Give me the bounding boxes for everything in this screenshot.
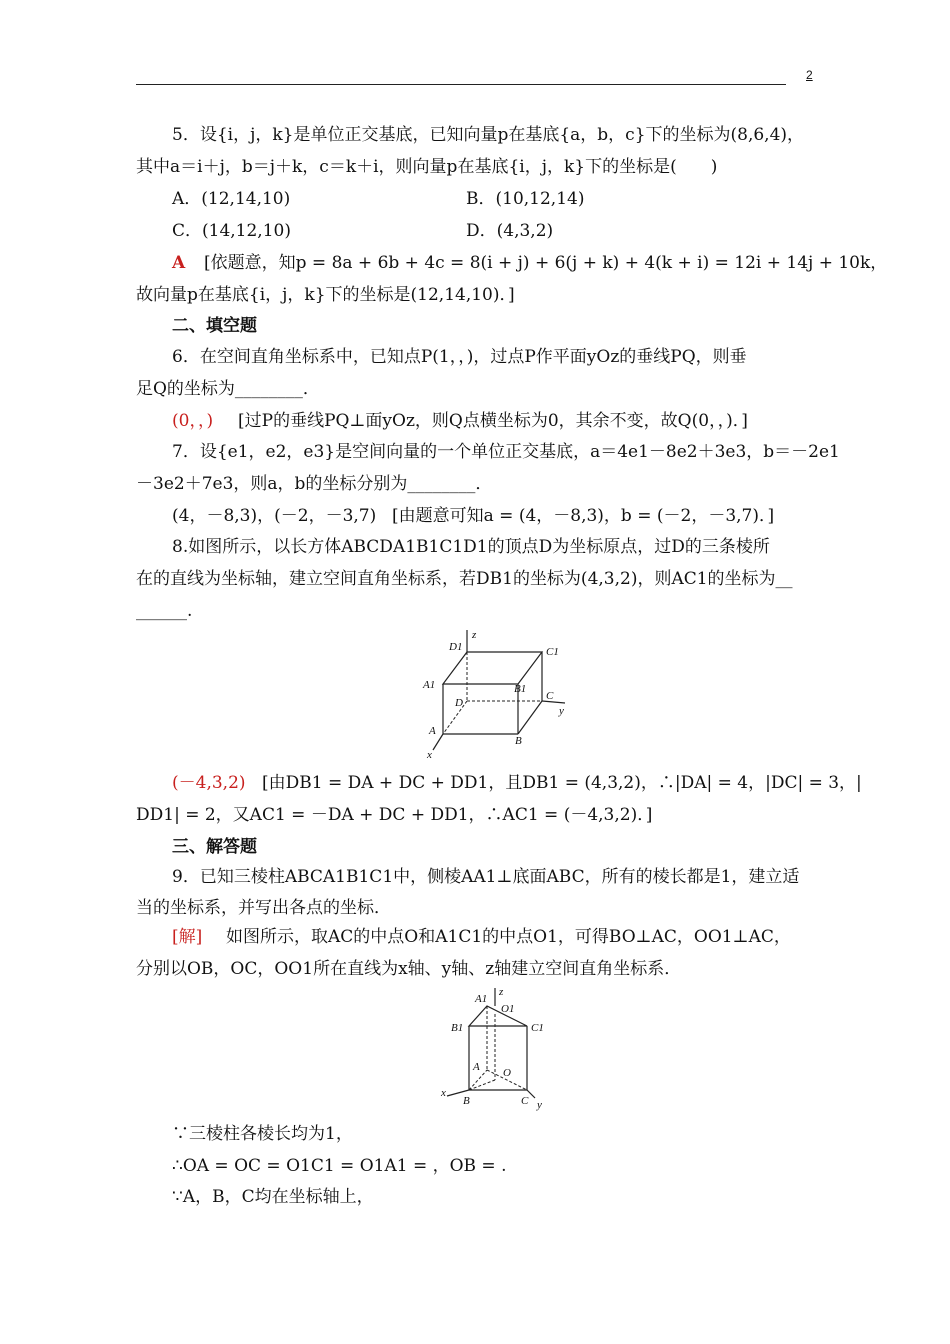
- section-answer-heading: 三、解答题: [172, 837, 257, 857]
- q8-answer: (－4,3,2): [172, 773, 246, 793]
- fig2-label-c1: C1: [531, 1022, 544, 1034]
- fig1-label-b1: B1: [514, 683, 527, 695]
- q5-line2: 其中a＝i＋j，b＝j＋k，c＝k＋i，则向量p在基底{i，j，k}下的坐标是( ): [136, 157, 718, 177]
- header-rule: [136, 84, 786, 85]
- page-number: 2: [806, 68, 813, 82]
- q5-answer: A: [172, 253, 186, 273]
- fig2-label-y: y: [537, 1099, 542, 1111]
- fig2-label-b: B: [463, 1095, 470, 1107]
- fig2-label-a: A: [473, 1061, 480, 1073]
- q8-line3: ______.: [136, 601, 193, 621]
- q5-line1: 5．设{i，j，k}是单位正交基底，已知向量p在基底{a，b，c}下的坐标为(8,6,4)，: [172, 125, 805, 145]
- q9-solution-tag: [解]: [172, 927, 203, 947]
- q8-line2: 在的直线为坐标轴，建立空间直角坐标系，若DB1的坐标为(4,3,2)，则AC1的坐标为__: [136, 569, 793, 589]
- q5-option-a: A．(12,14,10): [172, 189, 291, 209]
- fig2-label-o1: O1: [501, 1003, 515, 1015]
- q6-line1: 6．在空间直角坐标系中，已知点P(1，，)，过点P作平面yOz的垂线PQ，则垂: [172, 347, 747, 367]
- fig2-label-b1: B1: [451, 1022, 464, 1034]
- q6-line2: 足Q的坐标为________．: [136, 379, 320, 399]
- fig1-label-b: B: [515, 735, 522, 747]
- q5-option-d: D．(4,3,2): [466, 221, 554, 241]
- q9-line1: 9．已知三棱柱ABCA1B1C1中，侧棱AA1⊥底面ABC，所有的棱长都是1，建立适: [172, 867, 800, 887]
- q9-solution-line2: 分别以OB，OC，OO1所在直线为x轴、y轴、z轴建立空间直角坐标系．: [136, 959, 682, 979]
- q5-option-b: B．(10,12,14): [466, 189, 585, 209]
- q6-answer: (0，，): [172, 411, 214, 431]
- fig2-label-z: z: [499, 986, 504, 998]
- fig1-label-x: x: [427, 749, 432, 761]
- q9-solution-line3: ∵三棱柱各棱长均为1，: [172, 1124, 353, 1144]
- fig1-label-y: y: [559, 705, 564, 717]
- fig2-label-a1: A1: [475, 993, 488, 1005]
- fig1-label-z: z: [472, 629, 477, 641]
- q7-line1: 7．设{e1，e2，e3}是空间向量的一个单位正交基底，a＝4e1－8e2＋3e3，b＝－2e1: [172, 442, 840, 462]
- fig1-label-c1: C1: [546, 646, 559, 658]
- fig1-label-a1: A1: [423, 679, 436, 691]
- q7-line2: －3e2＋7e3，则a，b的坐标分别为________．: [136, 474, 493, 494]
- q8-solution-line2: DD1| = 2，又AC1 = －DA + DC + DD1，∴AC1 = (－4,3,2)．]: [136, 805, 653, 825]
- q9-solution-line5: ∵A，B，C均在坐标轴上，: [172, 1187, 374, 1207]
- fig2-label-x: x: [441, 1087, 446, 1099]
- q8-solution-line1: [由DB1 = DA + DC + DD1，且DB1 = (4,3,2)，∴|DA| = 4，|DC| = 3，|: [262, 773, 862, 793]
- q9-solution-line1: 如图所示，取AC的中点O和A1C1的中点O1，可得BO⊥AC，OO1⊥AC，: [226, 927, 791, 947]
- q7-answer: (4，－8,3)，(－2，－3,7): [172, 506, 377, 526]
- section-fill-in-heading: 二、填空题: [172, 316, 257, 336]
- q5-option-c: C．(14,12,10): [172, 221, 291, 241]
- fig1-label-c: C: [546, 690, 554, 702]
- q5-solution-line1: [依题意，知p = 8a + 6b + 4c = 8(i + j) + 6(j + k) + 4(k + i) = 12i + 14j + 10k，: [204, 253, 888, 273]
- fig1-label-d: D: [455, 697, 463, 709]
- fig1-label-d1: D1: [449, 641, 463, 653]
- prism-figure: [435, 986, 560, 1114]
- q7-solution: [由题意可知a = (4，－8,3)，b = (－2，－3,7)．]: [392, 506, 775, 526]
- fig2-label-o: O: [503, 1067, 511, 1079]
- q9-line2: 当的坐标系，并写出各点的坐标．: [136, 898, 391, 918]
- cuboid-figure: [415, 628, 580, 762]
- q5-solution-line2: 故向量p在基底{i，j，k}下的坐标是(12,14,10)．]: [136, 285, 515, 305]
- fig2-label-c: C: [521, 1095, 529, 1107]
- q6-solution: [过P的垂线PQ⊥面yOz，则Q点横坐标为0，其余不变，故Q(0，，)．]: [238, 411, 748, 431]
- q9-solution-line4: ∴OA = OC = O1C1 = O1A1 = ，OB = .: [172, 1156, 507, 1176]
- q8-line1: 8.如图所示，以长方体ABCDA1B1C1D1的顶点D为坐标原点，过D的三条棱所: [172, 537, 770, 557]
- fig1-label-a: A: [429, 725, 436, 737]
